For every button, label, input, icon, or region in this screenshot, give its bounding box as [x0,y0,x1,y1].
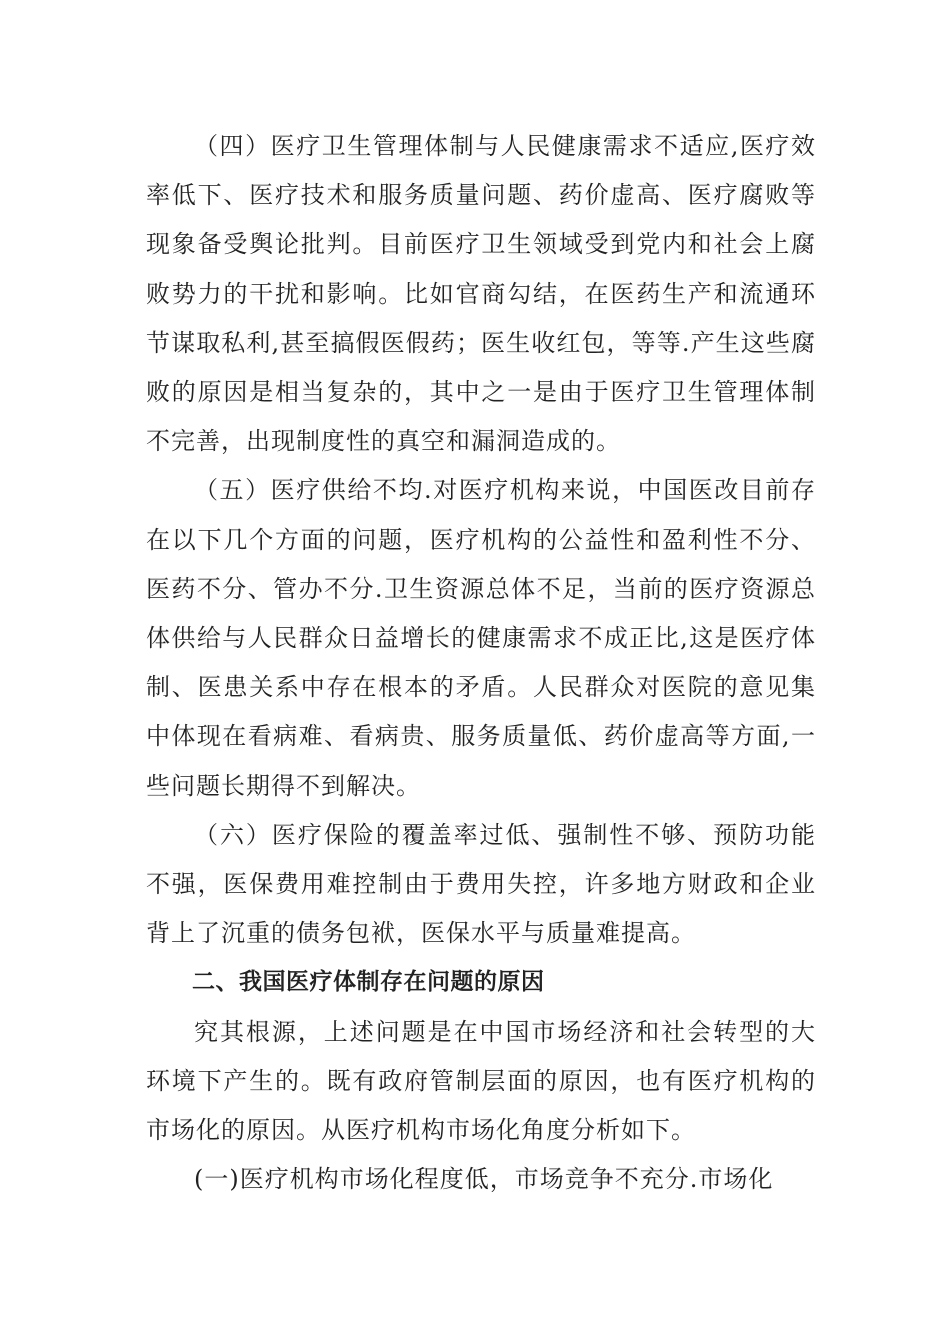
paragraph-root-cause: 究其根源，上述问题是在中国市场经济和社会转型的大环境下产生的。既有政府管制层面的原因，也有医疗机构的市场化的原因。从医疗机构市场化角度分析如下。 [146,1017,816,1145]
paragraph-five: （五）医疗供给不均.对医疗机构来说，中国医改目前存在以下几个方面的问题，医疗机构的公益性和盈利性不分、医药不分、管办不分.卫生资源总体不足，当前的医疗资源总体供给与人民群众日益增长的健康需求不成正比,这是医疗体制、医患关系中存在根本的矛盾。人民群众对医院的意见集中体现在看病难、看病贵、服务质量低、药价虚高等方面,一些问题长期得不到解决。 [146,476,816,800]
section-heading: 二、我国医疗体制存在问题的原因 [192,969,545,996]
paragraph-four: （四）医疗卫生管理体制与人民健康需求不适应,医疗效率低下、医疗技术和服务质量问题、药价虚高、医疗腐败等现象备受舆论批判。目前医疗卫生领域受到党内和社会上腐败势力的干扰和影响。比如官商勾结，在医药生产和流通环节谋取私利,甚至搞假医假药；医生收红包，等等.产生这些腐败的原因是相当复杂的，其中之一是由于医疗卫生管理体制不完善，出现制度性的真空和漏洞造成的。 [146,132,816,456]
document-body [146,122,816,1204]
paragraph-subsection-one: (一)医疗机构市场化程度低，市场竞争不充分.市场化 [194,1165,774,1194]
paragraph-six: （六）医疗保险的覆盖率过低、强制性不够、预防功能不强，医保费用难控制由于费用失控，许多地方财政和企业背上了沉重的债务包袱，医保水平与质量难提高。 [146,820,816,948]
